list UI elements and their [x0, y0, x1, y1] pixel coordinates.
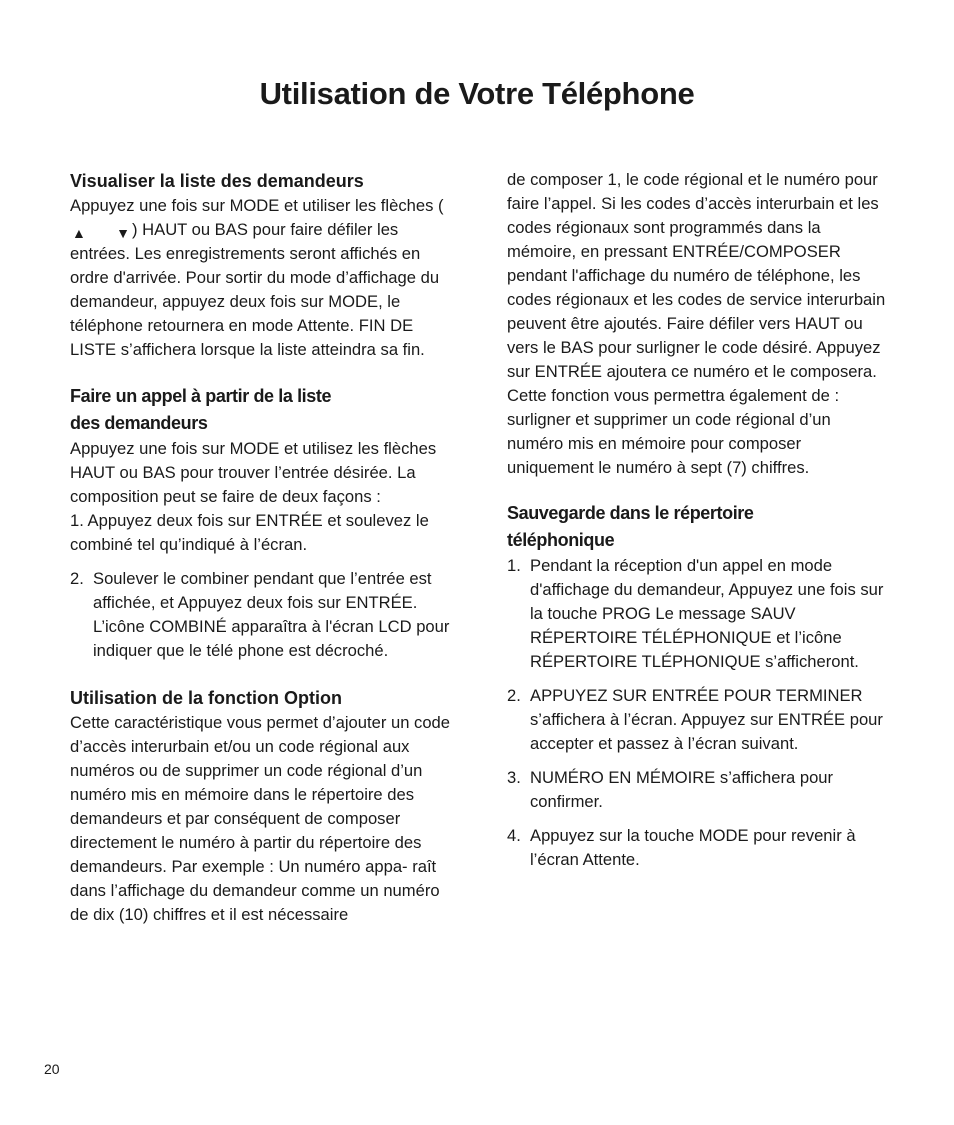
- right-column: [507, 168, 889, 882]
- list-item: 1. Appuyez deux fois sur ENTRÉE et soulevez le combiné tel qu’indiqué à l’écran.: [70, 511, 429, 554]
- section-text: Cette caractéristique vous permet d’ajouter un code d’accès interurbain et/ou un code régional aux numéros ou de supprimer un code régional d’un numéro mis en mémoire dans le répertoire des demandeurs et par conséquent de composer directement le numéro à partir du répertoire des demandeurs. Par exemple : Un numéro appa- raît dans l’affichage du demandeur comme un numéro de dix (10) chiffres et il est nécessaire: [70, 713, 451, 924]
- section-heading: Sauvegarde dans le répertoire téléphonique: [507, 503, 754, 550]
- steps-list: [70, 509, 452, 663]
- section-call-from-list: [70, 383, 452, 663]
- list-item: 2. Soulever le combiner pendant que l’entrée est affichée, et Appuyez deux fois sur ENTRÉE. L’icône COMBINÉ apparaîtra à l'écran LCD pour indiquer que le télé phone est décroché.: [70, 569, 450, 660]
- section-heading: Faire un appel à partir de la liste des demandeurs: [70, 386, 332, 433]
- section-heading: Visualiser la liste des demandeurs: [70, 171, 364, 191]
- arrow-up-icon: ▲: [72, 225, 86, 241]
- section-view-caller-list: [70, 168, 452, 362]
- left-column: [70, 168, 452, 927]
- page-number: 20: [44, 1061, 60, 1077]
- list-item: 4. Appuyez sur la touche MODE pour revenir à l’écran Attente.: [507, 826, 856, 869]
- continued-text: de composer 1, le code régional et le numéro pour faire l’appel. Si les codes d’accès interurbain et les codes régionaux sont programmés dans la mémoire, en pressant ENTRÉE/COMPOSER pendant l'affichage du numéro de téléphone, les codes régionaux et les codes de service interurbain peuvent être ajoutés. Faire défiler vers HAUT ou vers le BAS pour surligner le code désiré. Appuyez sur ENTRÉE ajoutera ce numéro et le composera. Cette fonction vous permettra également de : surligner et supprimer un code régional d’un numéro mis en mémoire pour composer uniquement le numéro à sept (7) chiffres.: [507, 170, 886, 477]
- list-item: 2. APPUYEZ SUR ENTRÉE POUR TERMINER s’affichera à l’écran. Appuyez sur ENTRÉE pour accepter et passez à l’écran suivant.: [507, 686, 883, 753]
- steps-list: [507, 554, 889, 872]
- list-item: 3. NUMÉRO EN MÉMOIRE s’affichera pour confirmer.: [507, 768, 834, 811]
- section-heading: Utilisation de la fonction Option: [70, 688, 342, 708]
- list-item: 1. Pendant la réception d'un appel en mode d'affichage du demandeur, Appuyez une fois sur la touche PROG Le message SAUV RÉPERTOIRE TÉLÉPHONIQUE et l’icône RÉPERTOIRE TLÉPHONIQUE s’afficheront.: [507, 556, 884, 671]
- section-text: Appuyez une fois sur MODE et utiliser les flèches ( ▲ ▼ ) HAUT ou BAS pour faire défiler les entrées. Les enregistrements seront affichés en ordre d'arrivée. Pour sortir du mode d’affichage du demandeur, appuyez deux fois sur MODE, le téléphone retournera en mode Attente. FIN DE LISTE s’affichera lorsque la liste atteindra sa fin.: [70, 196, 444, 359]
- page-title: Utilisation de Votre Téléphone: [259, 76, 695, 111]
- arrow-down-icon: ▼: [116, 225, 130, 241]
- section-option-function: [70, 685, 452, 927]
- section-save-directory: [507, 500, 889, 872]
- section-text: Appuyez une fois sur MODE et utilisez les flèches HAUT ou BAS pour trouver l’entrée désirée. La composition peut se faire de deux façons :: [70, 439, 437, 506]
